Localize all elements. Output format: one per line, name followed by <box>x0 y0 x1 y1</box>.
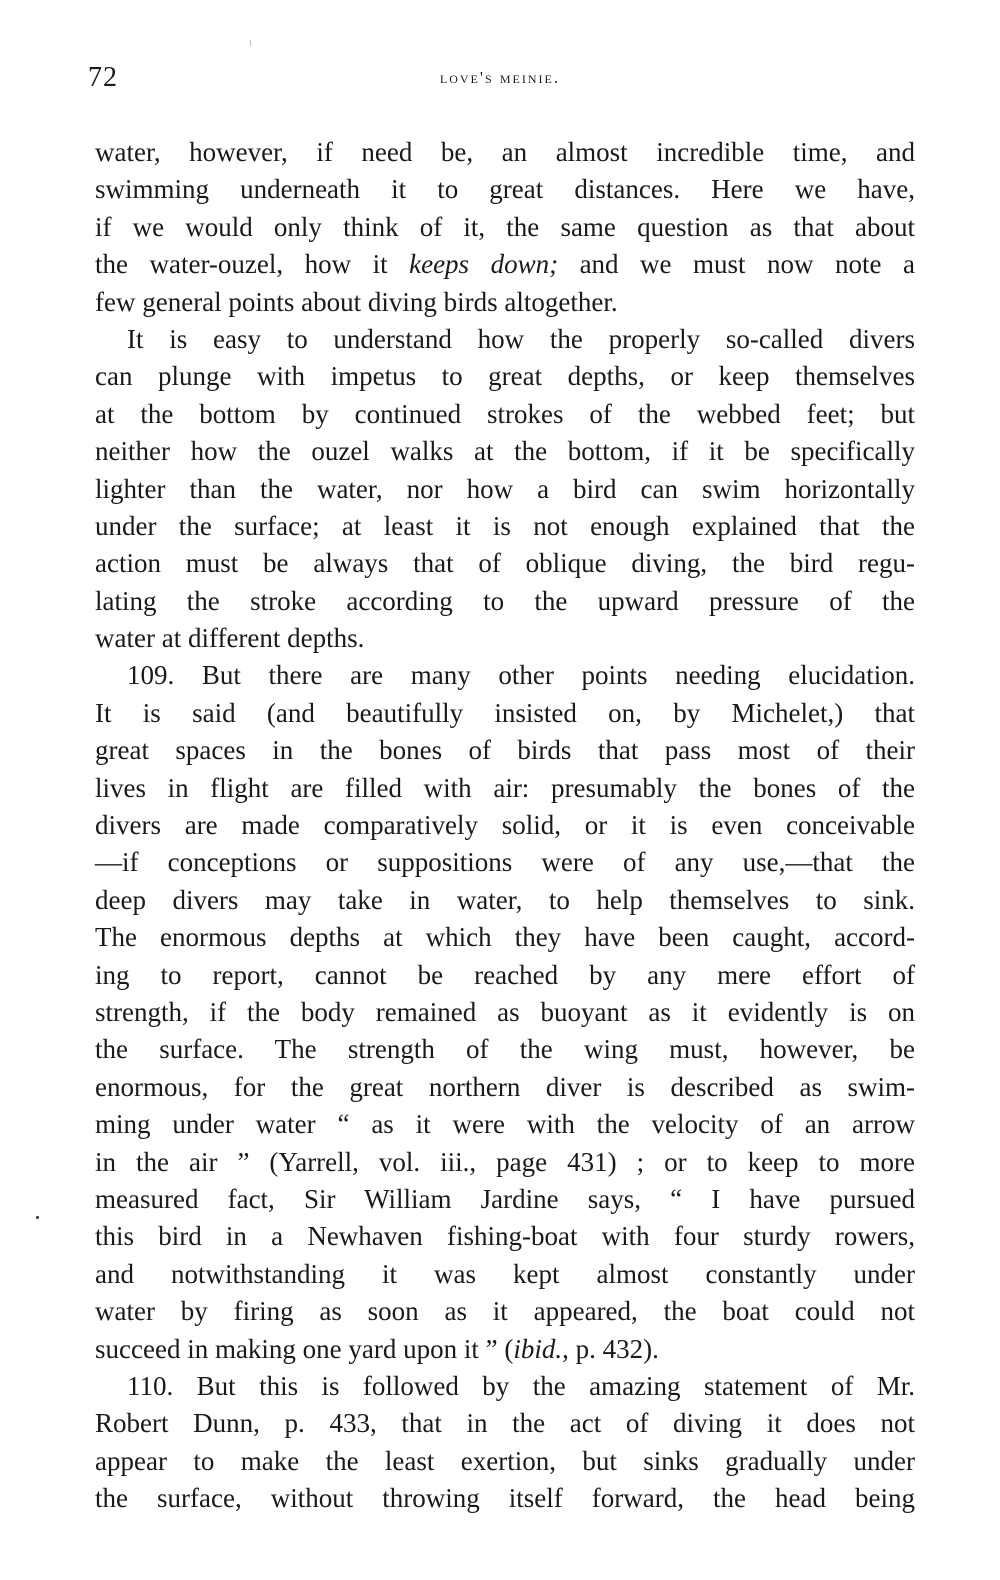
text-line: swimming underneath it to great distances. Here we have, <box>95 174 915 205</box>
text-line: this bird in a Newhaven fishing-boat with four sturdy rowers, <box>95 1221 915 1252</box>
text-span: and we must now note a <box>558 249 915 280</box>
text-line: lating the stroke according to the upward pressure of the <box>95 585 915 616</box>
running-head: love's meinie. <box>439 68 561 87</box>
text-line: Robert Dunn, p. 433, that in the act of diving it does not <box>95 1408 915 1439</box>
text-line: action must be always that of oblique diving, the bird regu- <box>95 548 915 579</box>
text-line: can plunge with impetus to great depths, or keep themselves <box>95 361 915 392</box>
text-line: lighter than the water, nor how a bird can swim horizontally <box>95 473 915 504</box>
text-line: 109. But there are many other points needing elucidation. <box>127 660 915 691</box>
text-line: divers are made comparatively solid, or it is even conceivable <box>95 810 915 841</box>
text-line <box>95 246 915 283</box>
text-span: the water-ouzel, how it <box>95 249 410 280</box>
text-span: , p. 432). <box>562 1333 659 1364</box>
text-line: measured fact, Sir William Jardine says, “ I have pursued <box>95 1183 915 1214</box>
text-line: the surface. The strength of the wing must, however, be <box>95 1034 915 1065</box>
text-line: neither how the ouzel walks at the bottom, if it be specifically <box>95 436 915 467</box>
text-line: 110. But this is followed by the amazing statement of Mr. <box>127 1370 915 1401</box>
margin-speck <box>36 1216 39 1219</box>
text-line: appear to make the least exertion, but sinks gradually under <box>95 1445 915 1476</box>
text-line: in the air ” (Yarrell, vol. iii., page 431) ; or to keep to more <box>95 1146 915 1177</box>
text-line: enormous, for the great northern diver is described as swim- <box>95 1071 915 1102</box>
italic-text: keeps down; <box>409 249 559 280</box>
text-line: water, however, if need be, an almost incredible time, and <box>95 137 915 167</box>
text-line: the surface, without throwing itself forward, the head being <box>95 1483 915 1514</box>
text-line: great spaces in the bones of birds that pass most of their <box>95 735 915 766</box>
italic-text: ibid. <box>513 1333 563 1364</box>
text-line <box>95 1331 915 1368</box>
text-line: at the bottom by continued strokes of the webbed feet; but <box>95 398 915 429</box>
text-line: —if conceptions or suppositions were of any use,—that the <box>95 847 915 878</box>
text-line: strength, if the body remained as buoyant as it evidently is on <box>95 996 915 1027</box>
print-speck <box>250 40 251 46</box>
text-line: and notwithstanding it was kept almost constantly under <box>95 1258 915 1289</box>
text-line: deep divers may take in water, to help themselves to sink. <box>95 884 915 915</box>
text-span: succeed in making one yard upon it ” ( <box>95 1333 514 1364</box>
text-line: under the surface; at least it is not enough explained that the <box>95 510 915 541</box>
text-line: few general points about diving birds altogether. <box>95 286 618 317</box>
text-line: if we would only think of it, the same question as that about <box>95 211 915 242</box>
text-line: water at different depths. <box>95 623 365 654</box>
text-line: lives in flight are filled with air: presumably the bones of the <box>95 772 915 803</box>
text-line: It is easy to understand how the properly so-called divers <box>127 323 915 354</box>
body-text <box>95 134 915 1517</box>
text-line: ing to report, cannot be reached by any mere effort of <box>95 959 915 990</box>
text-line: It is said (and beautifully insisted on, by Michelet,) that <box>95 697 915 728</box>
text-line: ming under water “ as it were with the velocity of an arrow <box>95 1109 915 1140</box>
page-number: 72 <box>88 62 118 93</box>
text-line: water by firing as soon as it appeared, the boat could not <box>95 1296 915 1327</box>
text-line: The enormous depths at which they have been caught, accord- <box>95 922 915 953</box>
